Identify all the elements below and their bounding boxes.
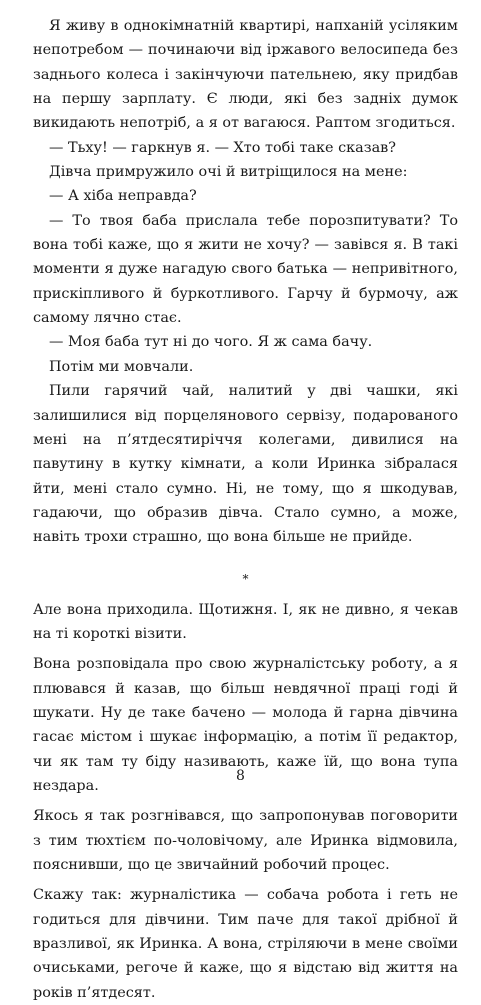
paragraph: Пили гарячий чай, налитий у дві чашки, які залишилися від порцелянового сервізу, подарованого мені на п’ятдесятиріччя колегами, дивилися на павутину в кутку кімнати, а коли Иринка зібралася йти, мені стало сумно. Ні, не тому, що я шкодував, гадаючи, що образив дівча. Стало сумно, а може, навіть трохи страшно, що вона більше не прийде. (33, 383, 458, 546)
text-section-2 (33, 598, 458, 1005)
text-section-1 (33, 14, 458, 550)
dialogue-line: — А хіба неправда? (49, 188, 197, 205)
dialogue-line: — Тьху! — гаркнув я. — Хто тобі таке сказав? (49, 139, 396, 156)
dialogue-line: — Моя баба тут ні до чого. Я ж сама бачу. (49, 334, 373, 351)
paragraph: Я живу в однокімнатній квартирі, напханій усіляким непотребом — починаючи від іржавого велосипеда без заднього колеса і закінчуючи пательнею, яку придбав на першу зарплату. Є люди, які без задніх думок викидають непотріб, а я от вагаюся. Раптом згодиться. (33, 18, 458, 132)
paragraph: Якось я так розгнівався, що запропонував поговорити з тим тюхтієм по-чоловічому, але Иринка відмовила, пояснивши, що це звичайний робочий процес. (33, 808, 458, 873)
paragraph: Дівча примружило очі й витріщилося на мене: (49, 164, 408, 181)
paragraph: Потім ми мовчали. (49, 358, 194, 375)
section-separator: * (242, 571, 249, 586)
paragraph: Скажу так: журналістика — собача робота і геть не годиться для дівчини. Тим паче для такої дрібної й вразливої, як Иринка. А вона, стріляючи в мене своїми очиськами, регоче й каже, що я відстаю від життя на років п’ятдесят. (33, 887, 458, 1001)
book-page (33, 14, 458, 1005)
paragraph: Вона розповідала про свою журналістську роботу, а я плювався й казав, що більш невдячної праці годі й шукати. Ну де таке бачено — молода й гарна дівчина гасає містом і шукає інформацію, а потім її редактор, чи як там ту біду називають, каже їй, що вона тупа нездара. (33, 656, 458, 794)
page-number: 8 (236, 768, 245, 784)
paragraph: Але вона приходила. Щотижня. І, як не дивно, я чекав на ті короткі візити. (33, 601, 458, 642)
dialogue-line: — То твоя баба прислала тебе порозпитувати? То вона тобі каже, що я жити не хочу? — завівся я. В такі моменти я дуже нагадую свого батька — непривітного, прискіпливого й буркотливого. Гарчу й бурмочу, аж самому лячно стає. (33, 212, 458, 327)
